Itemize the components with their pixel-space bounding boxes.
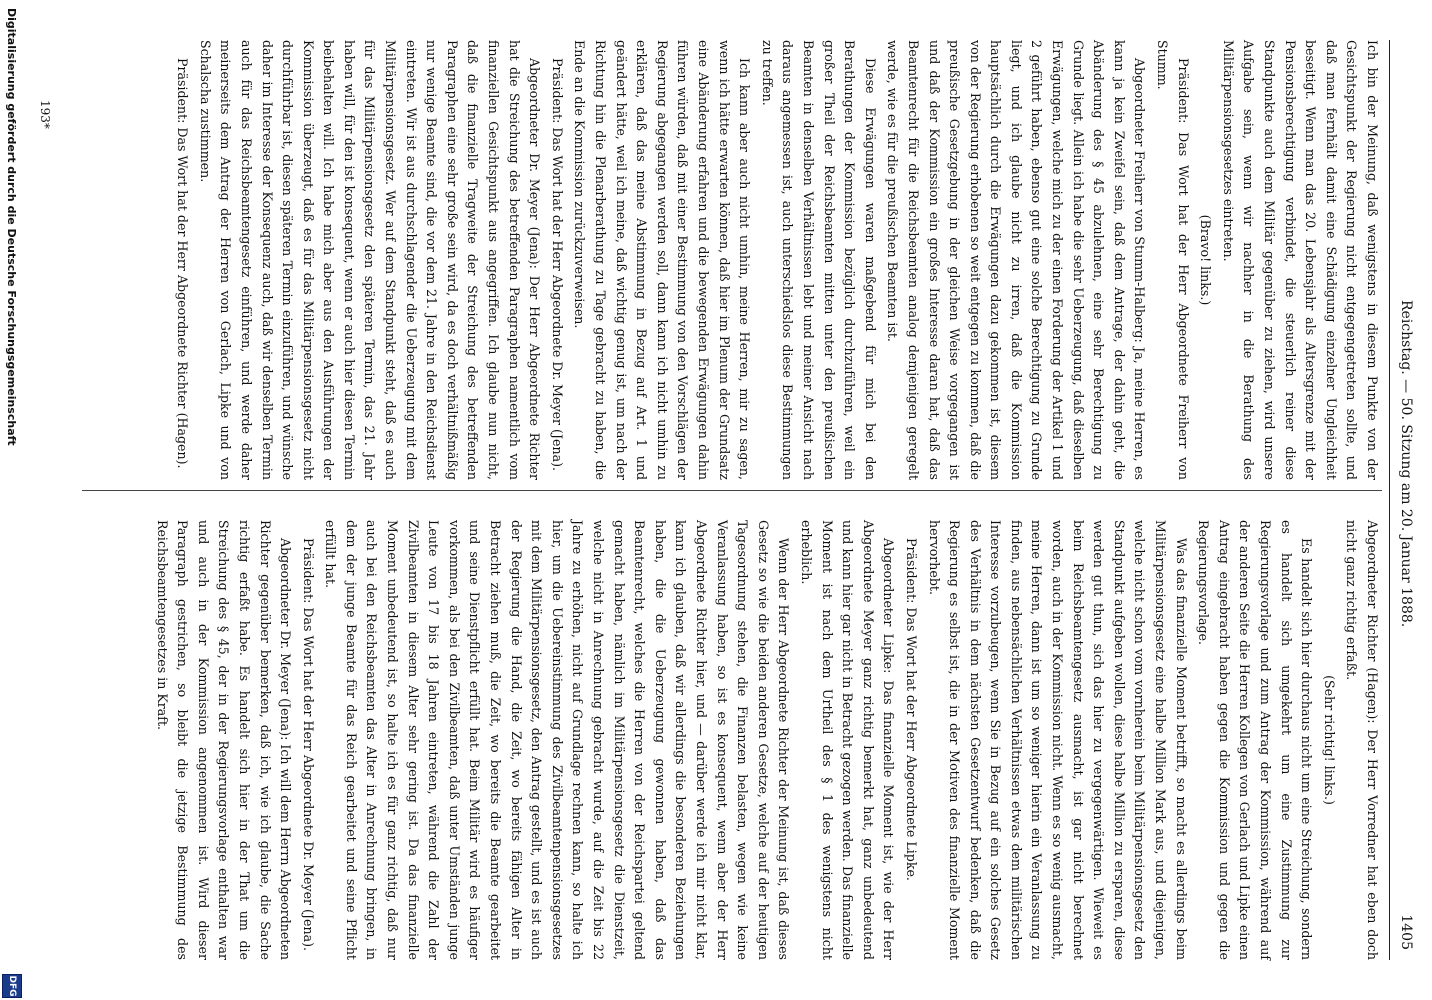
paragraph: Diese Erwägungen waren maßgebend für mich bei den Berathungen der Kommission bezüglich durchzuführen, weil ein großer Theil der Reichsbeamten mitten unter den preußischen Beamten in denselben Verhältnissen lebt und meiner Ansicht nach daraus angemessen ist, auch unterschiedslos diese Bestimmungen zu treffen. — [759, 40, 878, 480]
left-column — [170, 40, 1382, 480]
paragraph: Präsident: Das Wort hat der Herr Abgeordnete Richter (Hagen). — [175, 58, 191, 469]
paragraph: Abgeordneter Lipke: Das finanzielle Moment ist, wie der Herr Abgeordnete Meyer ganz richtig bemerkt hat, ganz unbedeutend und kann hier gar nicht in Betracht gezogen werden. Das finanzielle Moment ist nach dem Urtheil des § 1 des wenigstens nicht erheblich. — [798, 520, 897, 960]
paragraph: Abgeordneter Richter (Hagen): Der Herr Vorredner hat eben doch nicht ganz richtig erfaßt. — [1344, 520, 1380, 960]
funding-note: Digitalisierung gefördert durch die Deutsche Forschungsgemeinschaft — [5, 8, 18, 446]
paragraph: Präsident: Das Wort hat der Herr Abgeordnete Freiherr von Stumm. — [1155, 40, 1191, 480]
right-column — [149, 520, 1382, 960]
page-number: 1405 — [1398, 914, 1414, 950]
paragraph: Es handelt sich hier durchaus nicht um eine Streichung, sondern es handelt sich umgekehrt um eine Zustimmung zur Regierungsvorlage und zum Antrag der Kommission, während auf der anderen Seite die Herren Kollegen von Gerlach und Lipke einen Antrag eingebracht haben gegen die Kommission und gegen die Regierungsvorlage. — [1196, 520, 1315, 960]
paragraph: Abgeordneter Freiherr von Stumm-Halberg: Ja, meine Herren, es kann ja kein Zweifel sein, daß dem Antrage, der dahin geht, die Abänderung des § 45 abzulehnen, eine sehr Berechtigung zu Grunde liegt. Allein ich habe die sehr Ueberzeugung, daß dieselben Erwägungen, welche mich zu der einen Forderung der Artikel 1 und 2 geführt haben, ebenso gut eine solche Berechtigung zu Grunde liegt, und ich glaube nicht zu irren, daß die Kommission hauptsächlich durch die Erwägungen dazu gekommen ist, diesem von der Regierung erhobenen so weit entgegen zu kommen, daß die preußische Gesetzgebung in der gleichen Weise vorgegangen ist und daß der Kommission ein großes Interesse daran hat, daß das Beamtenrecht für die Reichsbeamten analog demjenigen geregelt werde, wie es für die preußischen Beamten ist. — [885, 40, 1148, 480]
page-header — [1392, 40, 1414, 960]
paragraph: Wenn der Herr Abgeordnete Richter der Meinung ist, daß dieses Gesetz so wie die beiden anderen Gesetze, welche auf der heutigen Tagesordnung stehen, die Finanzen belasten, wegen wie keine Veranlassung haben, so ist es konsequent, wenn aber der Herr Abgeordnete Richter hier, und — darüber werde ich mir nicht klar, kann ich glauben, daß wir allerdings die besonderen Beziehungen haben, die die Ueberzeugung gewonnen haben, daß das Beamtenrecht, welches die Herren von der Reichspartei geltend gemacht haben, nämlich im Militärpensionsgesetz die Dienstzeit, welche nicht in Anrechnung gebracht wurde, auf die Zeit bis 22 Jahre zu erhöhen, nicht auf Grundlage rechnen kann, so halte ich hier, um die Uebereinstimmung des Zivilbeamtenpensionsgesetzes mit dem Militärpensionsgesetz, den Antrag gestellt, und es ist auch der Regierung die Hand, die Zeit, wo bereits fähigen Alter in Betracht ziehen muß, die Zeit, wo bereits die Beamte gearbeitet und seine Dienstpflicht erfüllt hat. Beim Militär wird es häufiger vorkommen, als bei den Zivilbeamten, daß unter Umständen junge Leute von 17 bis 18 Jahren eintreten, während die Zahl der Zivilbeamten in diesem Alter sehr gering ist. Da das finanzielle Moment unbedeutend ist, so halte ich es für ganz richtig, daß nur auch bei den Reichsbeamten das Alter in Anrechnung bringen, in dem der junge Beamte für das Reich gearbeitet und seine Pflicht erfüllt hat. — [323, 520, 792, 960]
paragraph: Präsident: Das Wort hat der Herr Abgeordnete Lipke. — [903, 538, 919, 881]
column-divider — [82, 490, 1382, 491]
paragraph: Ich bin der Meinung, daß wenigstens in diesem Punkte von der Gesichtspunkt der Regierung nicht entgegengetreten sollte, und daß man fernhält damit eine Schädigung einzelner Ungleichheit beseitigt. Wenn man das 20. Lebensjahr als Altersgrenze mit der Pensionsberechtigung verbindet, die steuerlich reiner diese Standpunkte auch dem Militär gegenüber zu ziehen, wird unsere Aufgabe sein, wenn wir nachher in die Berathung des Militärpensionsgesetzes eintreten. — [1220, 40, 1380, 480]
running-head: Reichstag. — 50. Sitzung am 20. Januar 1888. — [1398, 300, 1414, 628]
interjection: (Sehr richtig! links.) — [1321, 675, 1337, 805]
dfg-logo: DFG — [2, 974, 22, 998]
interjection: (Bravo! links.) — [1198, 214, 1214, 306]
paragraph: Ich kann aber auch nicht umhin, meine Herren, mir zu sagen, wenn ich hätte erwarten können, daß hier im Plenum der Grundsatz eine Abänderung erfahren und die bewegenden Erwägungen dahin führen würden, daß mit einer Bestimmung von den Vorschlägen der Regierung abgegangen werden soll, dann kann ich nicht umhin zu erklären, daß das meine Abstimmung in Bezug auf Art. 1 und geändert hätte, weil ich meine, daß wichtig genug ist, um nach der Richtung hin die Plenarberathung zu Tage gebracht zu haben, die Ende an die Kommission zurückzuverweisen. — [572, 40, 753, 480]
paragraph: Präsident: Das Wort hat der Herr Abgeordnete Dr. Meyer (Jena). — [300, 538, 316, 951]
paragraph: Abgeordneter Dr. Meyer (Jena): Ich will dem Herrn Abgeordneten Richter gegenüber bemerken, daß ich, wie ich glaube, die Sache richtig erfaßt habe. Es handelt sich hier in der That um die Streichung des § 45, der in der Regierungsvorlage enthalten war und auch in der Kommission angenommen ist. Wird dieser Paragraph gestrichen, so bleibt die jetzige Bestimmung des Reichsbeamtengesetzes in Kraft. — [154, 520, 294, 960]
header-rule — [1389, 40, 1390, 960]
paragraph: Abgeordneter Dr. Meyer (Jena): Der Herr Abgeordnete Richter hat die Streichung des betreffenden Paragraphen namentlich vom finanziellen Gesichtspunkt aus angegriffen. Ich glaube nun nicht, daß die finanzielle Tragweite der Streichung des betreffenden Paragraphen eine sehr große sein wird, da es doch verhältnißmäßig nur wenige Beamte sind, die vor dem 21. Jahre in den Reichsdienst eintreten. Wir ist aus durchschlagender die Ueberzeugung mit dem Militärpensionsgesetz. Wer auf dem Standpunkt steht, daß es auch für das Militärpensionsgesetz den späteren Termin, das 21. Jahr haben will, für den ist konsequent, wenn er auch hier diesen Termin beibehalten will. Ich habe mich aber aus den Ausführungen der Kommission überzeugt, daß es für das Militärpensionsgesetz nicht durchführbar ist, diesen späteren Termin einzuführen, und wünsche daher im Interesse der Konsequenz auch, daß wir denselben Termin auch für das Reichsbeamtengesetz einführen, und werde daher meinerseits dem Antrag der Herren von Gerlach, Lipke und von Schalscha zustimmen. — [197, 40, 543, 480]
paragraph: Präsident: Das Wort hat der Herr Abgeordnete Dr. Meyer (Jena). — [549, 58, 565, 471]
sheet-signature: 193* — [38, 100, 52, 129]
paragraph: Was das finanzielle Moment betrifft, so macht es allerdings beim Militärpensionsgesetz eine halbe Million Mark aus, und diejenigen, welche nicht schon vom vornherein beim Militärpensionsgesetz den Standpunkt aufgeben wollen, diese halbe Million zu ersparen, diese werden gut thun, sich das hier zu vergegenwärtigen. Wieweit es beim Reichsbeamtengesetz ausmacht, ist gar nicht berechnet worden, auch in der Kommission nicht. Wenn es so wenig ausmacht, meine Herren, dann ist um so weniger hierin ein Veranlassung zu finden, aus nebensächlichen Verhältnissen etwas dem militärischen Interesse vorzubeugen, wenn Sie in Bezug auf ein solches Gesetz des Verhältnis in dem nächsten Gesetzentwurf bedenken, daß die Regierung es selbst ist, die in der Motiven des finanzielle Moment hervorhebt. — [926, 520, 1189, 960]
